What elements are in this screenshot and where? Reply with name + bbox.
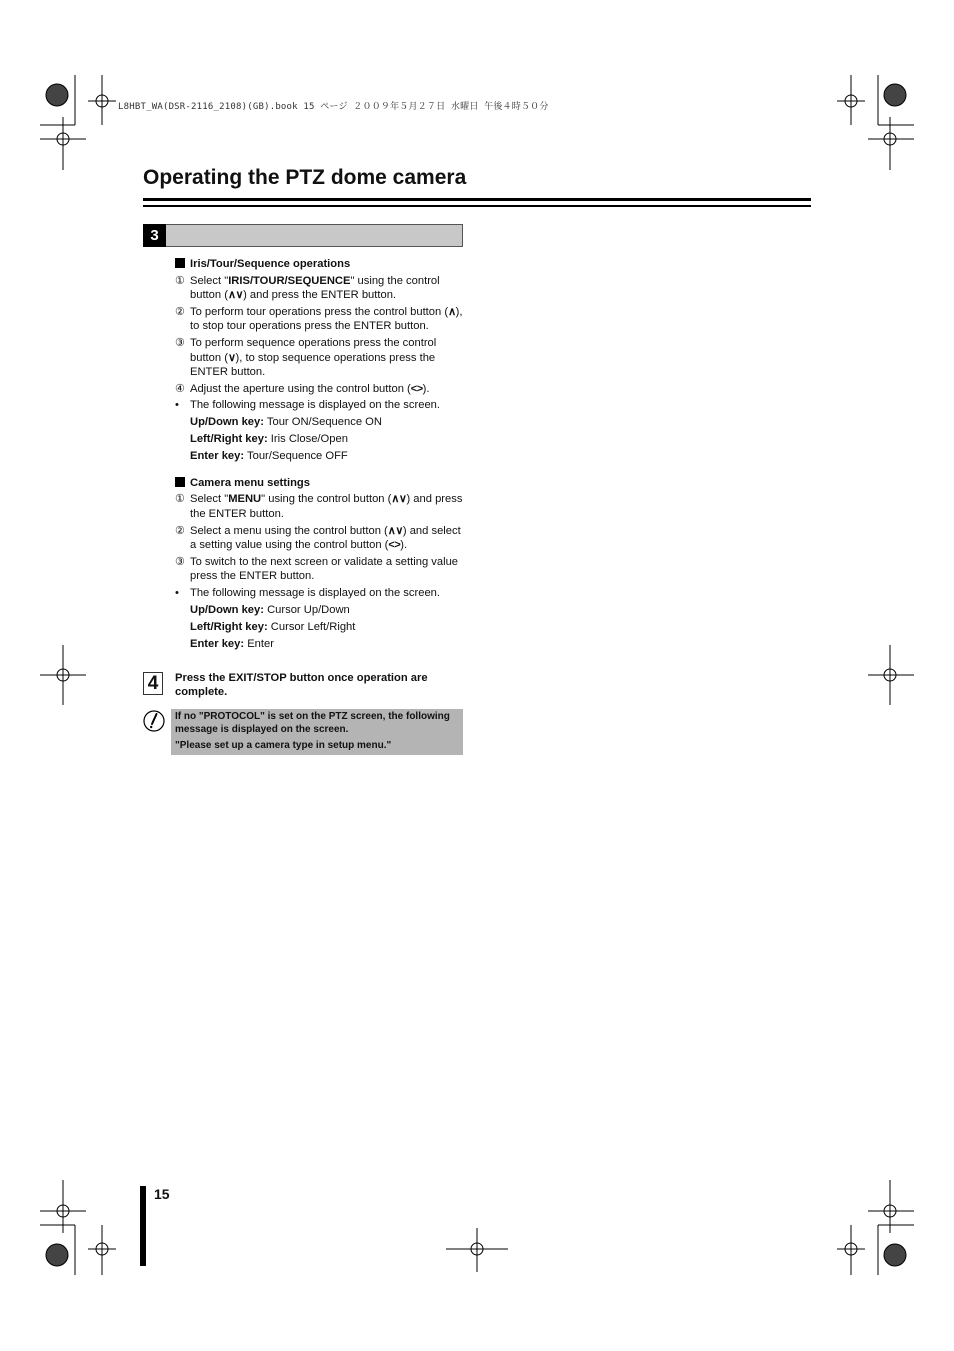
step-3-content — [175, 255, 465, 652]
key-line: Up/Down key: Cursor Up/Down — [190, 604, 350, 617]
down-arrow-icon: ∨ — [227, 351, 236, 364]
step-3-header-bar — [143, 224, 463, 247]
list-item: ① Select "IRIS/TOUR/SEQUENCE" using the control button (∧∨) and press the ENTER button. — [175, 274, 440, 302]
page-title: Operating the PTZ dome camera — [143, 166, 467, 189]
note-quote: "Please set up a camera type in setup menu." — [175, 739, 392, 751]
up-down-arrow-icon: ∧∨ — [391, 493, 407, 506]
key-line: Left/Right key: Iris Close/Open — [190, 433, 348, 446]
page-number-bar — [140, 1186, 146, 1266]
menu-section-heading: Camera menu settings — [175, 476, 465, 491]
title-rule — [143, 198, 811, 201]
list-item: ④ Adjust the aperture using the control button (<>). — [175, 382, 430, 395]
page-number: 15 — [154, 1186, 170, 1202]
key-line: Enter key: Enter — [190, 638, 274, 650]
up-down-arrow-icon: ∧∨ — [387, 524, 403, 537]
square-bullet-icon — [175, 258, 185, 268]
list-item: ③ To switch to the next screen or validate a setting value press the ENTER button. — [175, 555, 459, 583]
step-4-number: 4 — [143, 672, 163, 695]
print-header: L8HBT_WA(DSR-2116_2108)(GB).book 15 ページ ２００９年５月２７日 水曜日 午後４時５０分 — [118, 102, 549, 112]
step-4-text: Press the EXIT/STOP button once operation are complete. — [175, 672, 428, 699]
note-caution-icon — [143, 710, 165, 732]
square-bullet-icon — [175, 477, 185, 487]
left-right-arrow-icon: <> — [410, 382, 423, 395]
step-3-number: 3 — [143, 224, 166, 247]
list-item: ② To perform tour operations press the control button (∧), to stop tour operations press the ENTER button. — [175, 305, 463, 333]
list-item: ② Select a menu using the control button (∧∨) and select a setting value using the control button (<>). — [175, 524, 461, 552]
key-line: Up/Down key: Tour ON/Sequence ON — [190, 416, 382, 429]
key-line: Left/Right key: Cursor Left/Right — [190, 621, 356, 634]
up-down-arrow-icon: ∧∨ — [227, 289, 244, 302]
list-item: • The following message is displayed on the screen. — [175, 399, 440, 412]
key-line: Enter key: Tour/Sequence OFF — [190, 450, 348, 463]
iris-section-heading: Iris/Tour/Sequence operations — [175, 257, 465, 272]
left-right-arrow-icon: <> — [388, 539, 401, 552]
note-box — [171, 709, 463, 755]
list-item: ① Select "MENU" using the control button (∧∨) and press the ENTER button. — [175, 493, 463, 521]
title-rule-thin — [143, 205, 811, 207]
list-item: ③ To perform sequence operations press the control button (∨), to stop sequence operations press the ENTER button. — [175, 336, 437, 379]
note-text: If no "PROTOCOL" is set on the PTZ screen, the following message is displayed on the screen. — [175, 711, 450, 736]
list-item: • The following message is displayed on the screen. — [175, 587, 440, 600]
up-arrow-icon: ∧ — [448, 305, 456, 318]
